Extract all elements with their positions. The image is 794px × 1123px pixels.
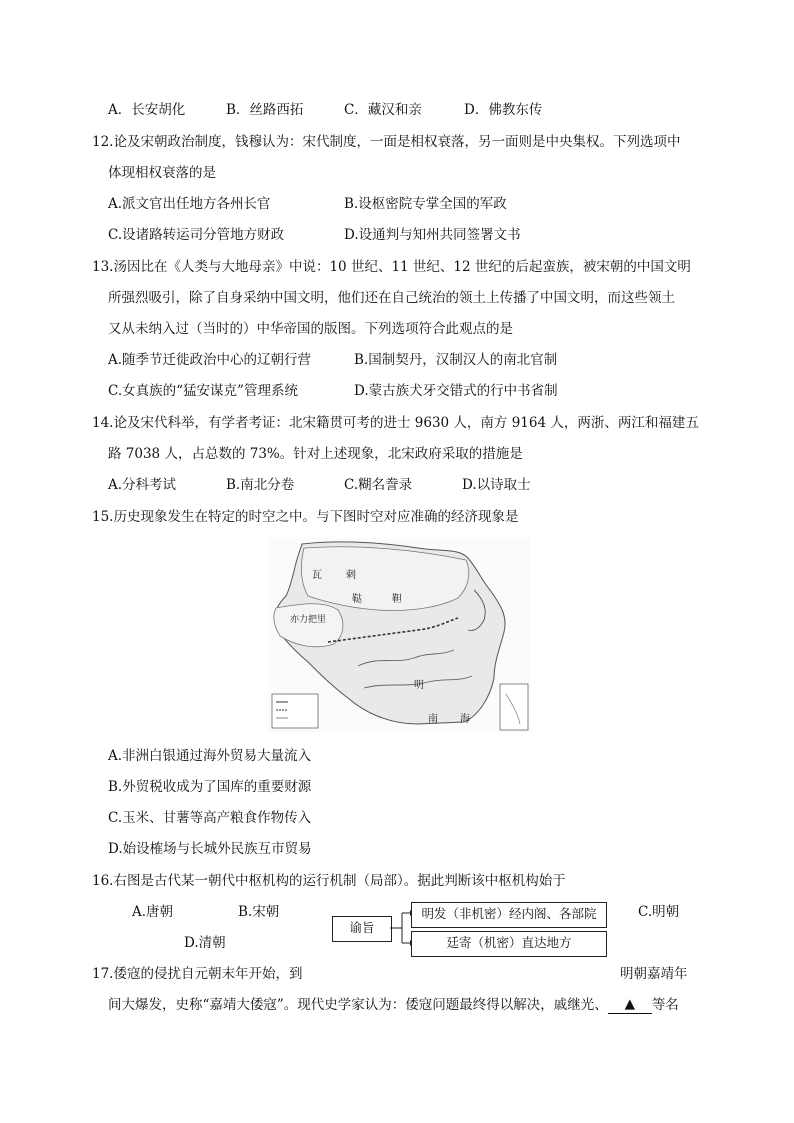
q16-option-b: B.宋朝 <box>238 904 280 920</box>
q15-option-b: B.外贸税收成为了国库的重要财源 <box>108 779 312 795</box>
diagram-secret-route-box: 廷寄（机密）直达地方 <box>411 931 607 957</box>
q16-option-a: A.唐朝 <box>132 904 174 920</box>
map-label-ming: 明 <box>414 680 424 691</box>
q16-option-d: D.清朝 <box>184 935 226 951</box>
q13-stem-line3: 又从未纳入过（当时的）中华帝国的版图。下列选项符合此观点的是 <box>108 321 513 337</box>
diagram-public-route-box: 明发（非机密）经内阁、各部院 <box>411 902 607 928</box>
map-drawing <box>268 538 530 732</box>
q17-stem-line2 <box>108 996 679 1015</box>
q13-option-b: B.国制契丹，汉制汉人的南北官制 <box>354 352 558 368</box>
q17-line2-pre: 间大爆发，史称“嘉靖大倭寇”。现代史学家认为：倭寇问题最终得以解决，戚继光、 <box>108 997 608 1013</box>
q14-option-d: D.以诗取士 <box>462 477 531 493</box>
q12-option-d: D.设通判与知州共同签署文书 <box>344 227 521 243</box>
q11-option-a: A．长安胡化 <box>108 102 186 118</box>
q15-option-d: D.始设榷场与长城外民族互市贸易 <box>108 841 312 857</box>
map-label-nan: 南 <box>428 714 438 725</box>
q14-stem-line2: 路 7038 人，占总数的 73%。针对上述现象，北宋政府采取的措施是 <box>108 446 523 462</box>
q15-stem-line1: 15.历史现象发生在特定的时空之中。与下图时空对应准确的经济现象是 <box>92 509 519 525</box>
map-label-yilibali: 亦力把里 <box>290 615 327 625</box>
map-label-hai: 海 <box>460 714 470 725</box>
q16-option-c: C.明朝 <box>638 904 680 920</box>
q14-option-b: B.南北分卷 <box>226 477 295 493</box>
q13-option-a: A.随季节迁徙政治中心的辽朝行营 <box>108 352 312 368</box>
map-label-wa: 瓦 <box>312 570 322 581</box>
q13-stem-line1: 13.汤因比在《人类与大地母亲》中说：10 世纪、11 世纪、12 世纪的后起蛮族，被宋朝的中国文明 <box>92 259 691 275</box>
q12-stem-line1: 12.论及宋朝政治制度，钱穆认为：宋代制度，一面是相权衰落，另一面则是中央集权。下列选项中 <box>92 134 681 150</box>
q13-option-c: C.女真族的“猛安谋克”管理系统 <box>108 383 298 399</box>
map-label-dan: 靼 <box>392 594 402 605</box>
q14-stem-line1: 14.论及宋代科举，有学者考证：北宋籍贯可考的进士 9630 人，南方 9164 人，两浙、两江和福建五 <box>92 415 699 431</box>
q13-stem-line2: 所强烈吸引，除了自身采纳中国文明，他们还在自己统治的领土上传播了中国文明，而这些领土 <box>108 290 675 306</box>
q17-stem-line1-right: 明朝嘉靖年 <box>620 966 688 982</box>
q14-option-c: C.糊名誊录 <box>344 477 413 493</box>
q16-stem-line1: 16.右图是古代某一朝代中枢机构的运行机制（局部）。据此判断该中枢机构始于 <box>92 873 566 889</box>
map-label-da: 鞑 <box>352 594 362 605</box>
q13-option-d: D.蒙古族犬牙交错式的行中书省制 <box>354 383 558 399</box>
q12-stem-line2: 体现相权衰落的是 <box>108 165 216 181</box>
q17-line2-post: 等名 <box>651 997 679 1013</box>
q15-option-c: C.玉米、甘薯等高产粮食作物传入 <box>108 810 312 826</box>
blank-triangle-icon: ▲ <box>624 996 635 1012</box>
map-label-la: 剌 <box>346 570 356 581</box>
q15-option-a: A.非洲白银通过海外贸易大量流入 <box>108 748 312 764</box>
diagram-edict-box: 谕旨 <box>332 916 392 942</box>
q12-option-a: A.派文官出任地方各州长官 <box>108 196 271 212</box>
q11-option-b: B．丝路西拓 <box>226 102 304 118</box>
q11-option-d: D．佛教东传 <box>464 102 543 118</box>
q14-option-a: A.分科考试 <box>108 477 177 493</box>
q12-option-c: C.设诸路转运司分管地方财政 <box>108 227 285 243</box>
ming-dynasty-map <box>268 538 530 732</box>
answer-blank <box>608 995 652 1014</box>
q11-option-c: C．藏汉和亲 <box>344 102 422 118</box>
q12-option-b: B.设枢密院专掌全国的军政 <box>344 196 507 212</box>
q17-stem-line1-left: 17.倭寇的侵扰自元朝末年开始，到 <box>92 966 303 982</box>
